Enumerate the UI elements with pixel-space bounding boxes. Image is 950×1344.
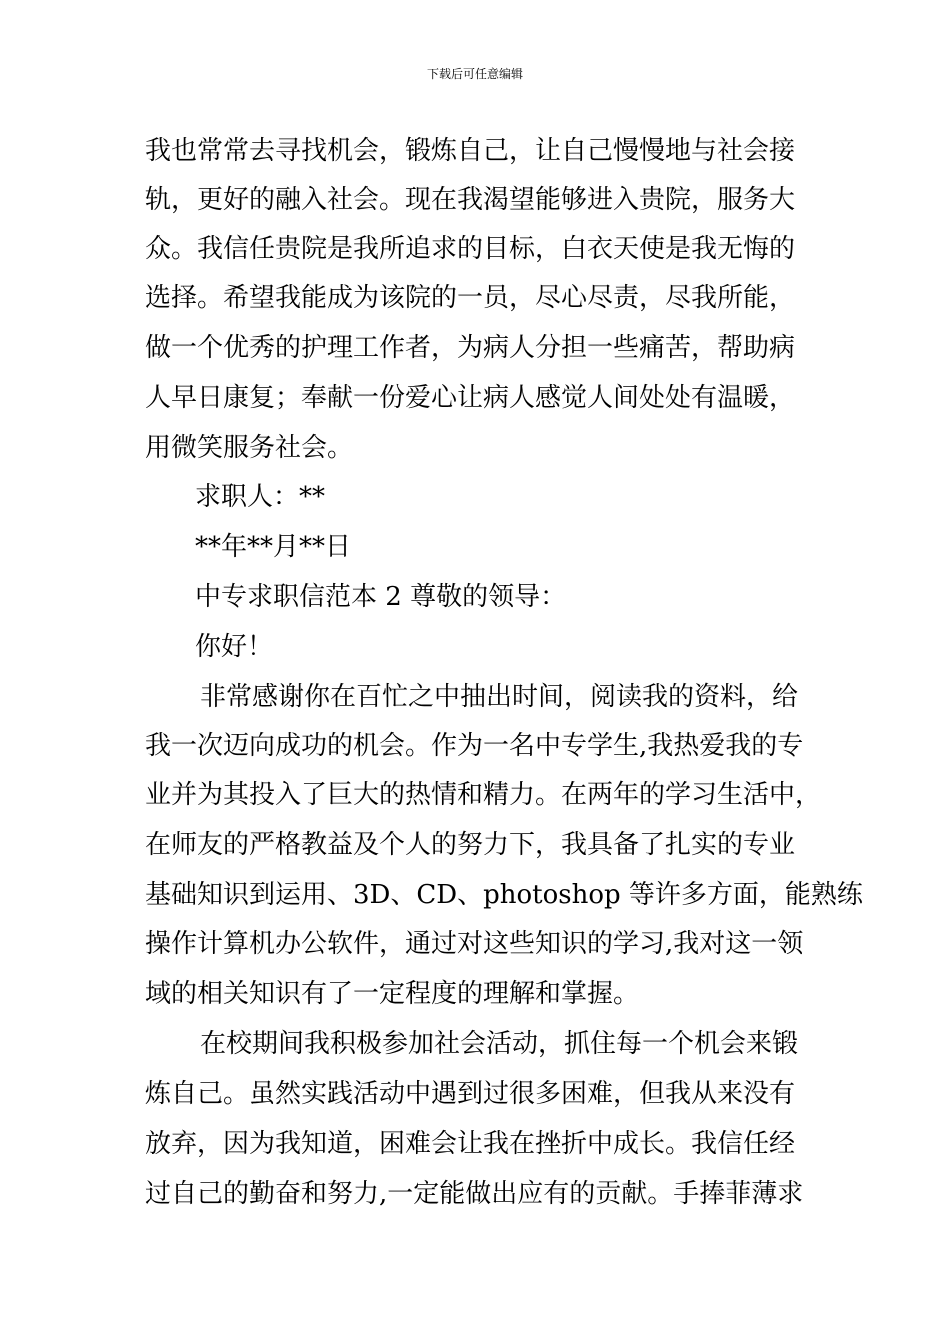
- body-line: 操作计算机办公软件，通过对这些知识的学习,我对这一领: [145, 929, 804, 959]
- body-line: 非常感谢你在百忙之中抽出时间，阅读我的资料，给: [200, 682, 799, 712]
- body-line: 域的相关知识有了一定程度的理解和掌握。: [145, 979, 640, 1009]
- body-line: 我一次迈向成功的机会。作为一名中专学生,我热爱我的专: [145, 731, 804, 761]
- body-line: 用微笑服务社会。: [145, 433, 354, 463]
- body-line: 在师友的严格教益及个人的努力下，我具备了扎实的专业: [145, 830, 796, 860]
- applicant-signature: 求职人：**: [195, 482, 326, 512]
- body-line: 过自己的勤奋和努力,一定能做出应有的贡献。手捧菲薄求: [145, 1179, 804, 1209]
- section-heading: 中专求职信范本 2 尊敬的领导：: [195, 582, 567, 612]
- body-line: 我也常常去寻找机会，锻炼自己，让自己慢慢地与社会接: [145, 136, 796, 166]
- body-line: 人早日康复；奉献一份爱心让病人感觉人间处处有温暖，: [145, 383, 796, 413]
- body-line: 基础知识到运用、3D、CD、photoshop 等许多方面，能熟练: [145, 880, 863, 910]
- body-line: 业并为其投入了巨大的热情和精力。在两年的学习生活中，: [145, 780, 822, 810]
- body-line: 轨，更好的融入社会。现在我渴望能够进入贵院，服务大: [145, 185, 796, 215]
- header-note: 下载后可任意编辑: [426, 67, 523, 81]
- body-line: 做一个优秀的护理工作者，为病人分担一些痛苦，帮助病: [145, 333, 796, 363]
- body-line: 在校期间我积极参加社会活动，抓住每一个机会来锻: [200, 1029, 799, 1059]
- body-line: 选择。希望我能成为该院的一员，尽心尽责，尽我所能，: [145, 283, 796, 313]
- signature-date: **年**月**日: [195, 532, 352, 562]
- body-line: 放弃，因为我知道，困难会让我在挫折中成长。我信任经: [145, 1129, 796, 1159]
- greeting: 你好！: [195, 632, 274, 662]
- body-line: 众。我信任贵院是我所追求的目标，白衣天使是我无悔的: [145, 234, 796, 264]
- body-line: 炼自己。虽然实践活动中遇到过很多困难，但我从来没有: [145, 1079, 796, 1109]
